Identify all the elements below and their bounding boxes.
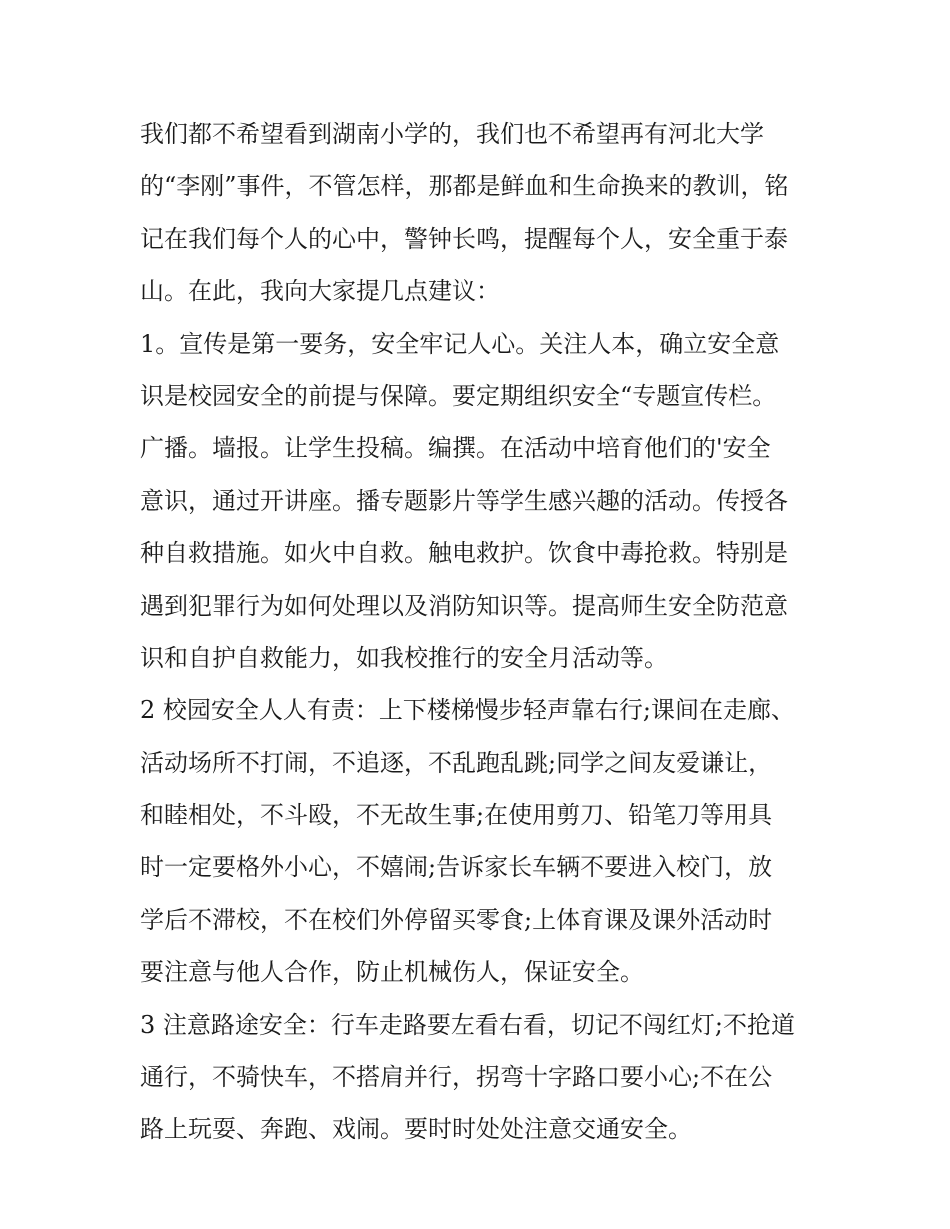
text-line: 意识，通过开讲座。播专题影片等学生感兴趣的活动。传授各 <box>140 486 788 515</box>
text-line: 和睦相处，不斗殴，不无故生事;在使用剪刀、铅笔刀等用具 <box>140 801 773 830</box>
text-line: 路上玩耍、奔跑、戏闹。要时时处处注意交通安全。 <box>140 1115 692 1144</box>
text-line: 学后不滞校，不在校们外停留买零食;上体育课及课外活动时 <box>140 905 773 934</box>
text-line: 活动场所不打闹，不追逐，不乱跑乱跳;同学之间友爱谦让， <box>140 748 773 777</box>
text-line: 识是校园安全的前提与保障。要定期组织安全“专题宣传栏。 <box>140 381 777 410</box>
text-line: 我们都不希望看到湖南小学的，我们也不希望再有河北大学 <box>140 120 764 148</box>
paragraph-intro <box>140 108 820 318</box>
text-line: 遇到犯罪行为如何处理以及消防知识等。提高师生安全防范意 <box>140 591 788 620</box>
text-line: 时一定要格外小心，不嬉闹;告诉家长车辆不要进入校门，放 <box>140 853 773 882</box>
text-line: 3 注意路途安全：行车走路要左看右看，切记不闯红灯;不抢道 <box>140 1010 795 1039</box>
text-line: 的“李刚”事件，不管怎样，那都是鲜血和生命换来的教训，铭 <box>140 172 789 201</box>
body-text <box>140 108 820 1156</box>
text-line: 通行，不骑快车，不搭肩并行，拐弯十字路口要小心;不在公 <box>140 1063 773 1092</box>
text-line: 要注意与他人合作，防止机械伤人，保证安全。 <box>140 958 644 987</box>
text-line: 识和自护自救能力，如我校推行的安全月活动等。 <box>140 643 668 672</box>
text-line: 1。宣传是第一要务，安全牢记人心。关注人本，确立安全意 <box>140 329 780 358</box>
paragraph-suggestion-3 <box>140 999 820 1156</box>
text-line: 2 校园安全人人有责：上下楼梯慢步轻声靠右行;课间在走廊、 <box>140 696 795 725</box>
paragraph-suggestion-2 <box>140 684 820 998</box>
text-line: 广播。墙报。让学生投稿。编撰。在活动中培育他们的'安全 <box>140 434 771 463</box>
text-line: 山。在此，我向大家提几点建议： <box>140 277 500 306</box>
text-line: 记在我们每个人的心中，警钟长鸣，提醒每个人，安全重于泰 <box>140 224 788 253</box>
text-line: 种自救措施。如火中自救。触电救护。饮食中毒抢救。特别是 <box>140 539 788 568</box>
paragraph-suggestion-1 <box>140 318 820 685</box>
